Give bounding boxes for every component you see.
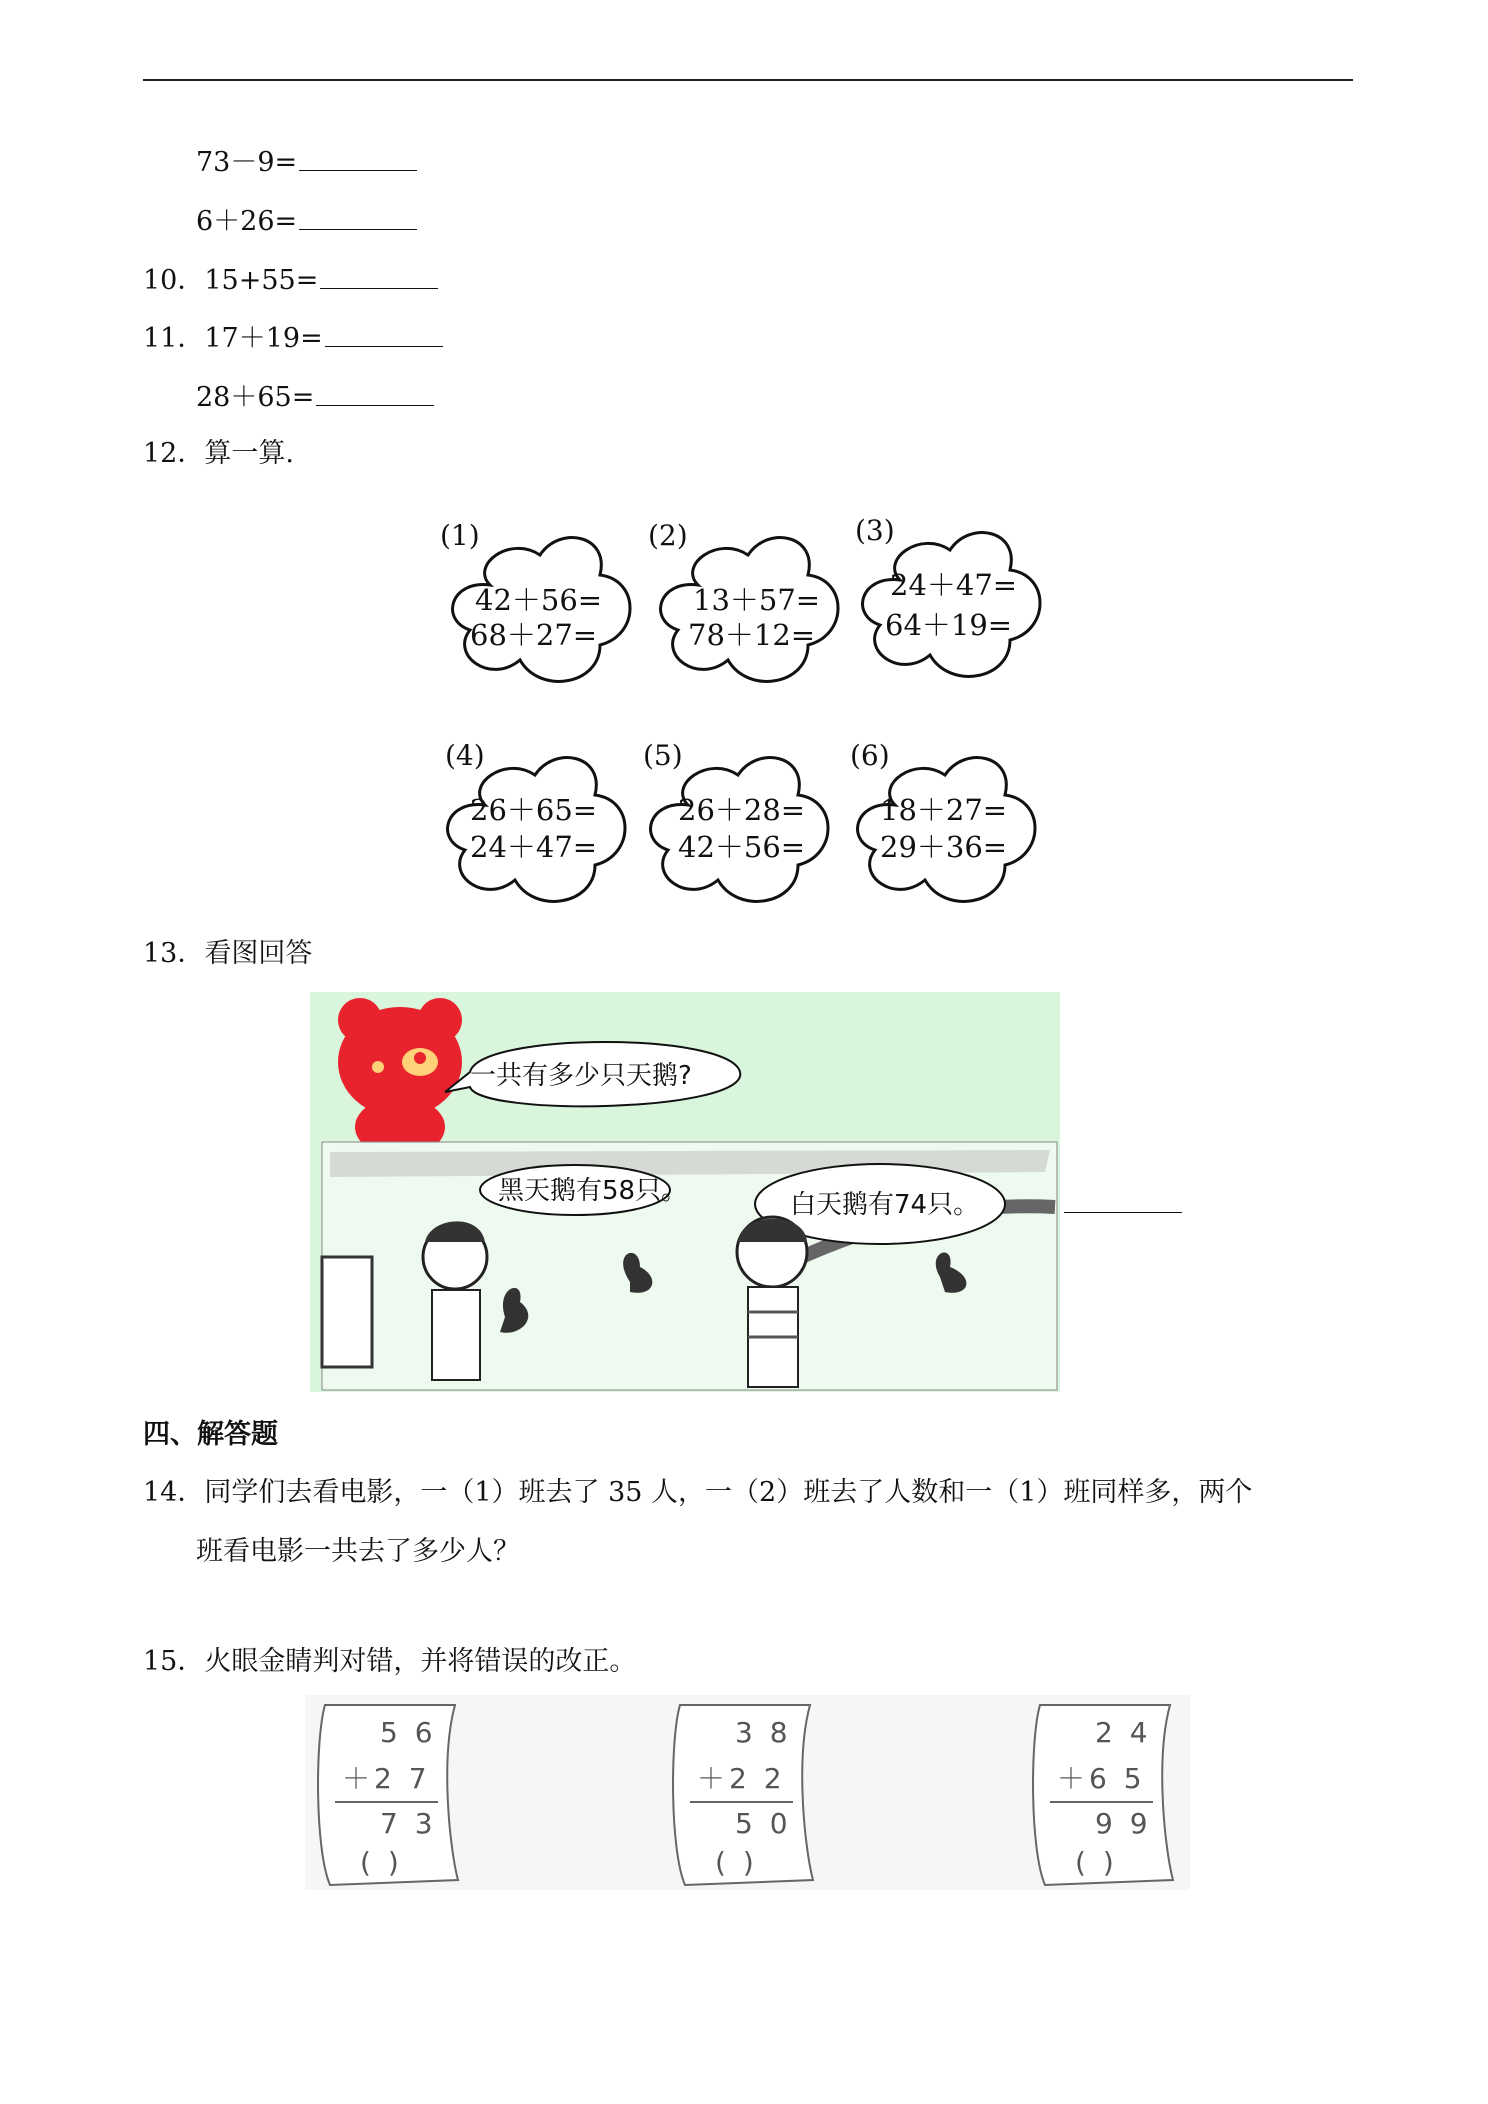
cloud-2 — [648, 519, 838, 681]
question-12 — [143, 437, 294, 471]
question-11a-text: 11．17＋19= — [143, 323, 323, 354]
sign-board — [322, 1257, 372, 1367]
vertical-sum-2 — [673, 1705, 813, 1885]
cloud-label: (3) — [855, 514, 895, 547]
cloud-3 — [855, 514, 1040, 676]
vertical-sum-1 — [318, 1705, 458, 1885]
cloud-expression: 42＋56= — [678, 830, 806, 864]
answer-blank[interactable] — [320, 262, 438, 289]
vertical-sums-figure — [305, 1695, 1190, 1890]
question-15 — [143, 1645, 636, 1679]
cloud-expression: 64＋19= — [885, 608, 1013, 642]
section-title — [143, 1418, 278, 1452]
question-13-answer — [1062, 1186, 1182, 1222]
cloud-expression: 18＋27= — [880, 793, 1008, 827]
addend-top: 2 4 — [1095, 1716, 1152, 1749]
header-rule — [143, 79, 1353, 81]
boy1-speech-text: 黑天鹅有58只。 — [498, 1176, 688, 1206]
answer-blank[interactable] — [299, 144, 417, 171]
cloud-expression: 29＋36= — [880, 830, 1008, 864]
cloud-label: (6) — [850, 739, 890, 772]
question-13 — [143, 937, 312, 971]
cloud-4 — [445, 739, 625, 901]
addend-bottom: ＋6 5 — [1057, 1762, 1146, 1795]
cloud-expression: 26＋65= — [470, 793, 598, 827]
section-4-title: 四、解答题 — [143, 1419, 278, 1450]
question-14-text-cont: 班看电影一共去了多少人？ — [196, 1536, 520, 1567]
cloud-label: (5) — [643, 739, 683, 772]
question-10 — [143, 262, 438, 298]
judge-mark[interactable]: ( ) — [1075, 1846, 1118, 1879]
question-14-line2 — [196, 1535, 520, 1569]
question-11b — [196, 379, 434, 415]
answer-blank[interactable] — [325, 320, 443, 347]
swan-picture — [310, 992, 1060, 1392]
question-15-text: 15．火眼金睛判对错，并将错误的改正。 — [143, 1646, 637, 1677]
question-9b — [196, 203, 417, 239]
boy2-speech-text: 白天鹅有74只。 — [790, 1190, 980, 1220]
cloud-5 — [643, 739, 828, 901]
question-12-text: 12．算一算. — [143, 438, 294, 469]
judge-mark[interactable]: ( ) — [715, 1846, 758, 1879]
sum-result: 9 9 — [1095, 1807, 1152, 1840]
cloud-expression: 24＋47= — [470, 830, 598, 864]
question-11b-text: 28＋65= — [196, 382, 315, 413]
answer-blank[interactable] — [316, 379, 434, 406]
question-9a — [196, 144, 417, 180]
question-13-text: 13．看图回答 — [143, 938, 313, 969]
addend-top: 5 6 — [380, 1716, 437, 1749]
bear-speech-text: 一共有多少只天鹅? — [470, 1061, 692, 1091]
question-10-text: 10．15+55= — [143, 265, 319, 296]
question-11a — [143, 320, 443, 356]
cloud-expression: 78＋12= — [688, 618, 816, 652]
answer-blank[interactable] — [299, 203, 417, 230]
vertical-sum-3 — [1033, 1705, 1173, 1885]
sum-result: 7 3 — [380, 1807, 437, 1840]
red-bear-icon — [338, 998, 462, 1157]
cloud-expression: 42＋56= — [475, 583, 603, 617]
addend-bottom: ＋2 2 — [697, 1762, 786, 1795]
cloud-expression: 68＋27= — [470, 618, 598, 652]
boy-right-icon — [737, 1217, 807, 1387]
cloud-label: (2) — [648, 519, 688, 552]
question-14-text: 14．同学们去看电影，一（1）班去了 35 人，一（2）班去了人数和一（1）班同样多，两个 — [143, 1477, 1253, 1508]
question-9a-text: 73－9= — [196, 147, 298, 178]
boy-left-icon — [423, 1221, 487, 1380]
cloud-label: (4) — [445, 739, 485, 772]
answer-blank[interactable] — [1064, 1186, 1182, 1213]
cloud-expression: 26＋28= — [678, 793, 806, 827]
addend-top: 3 8 — [735, 1716, 792, 1749]
cloud-label: (1) — [440, 519, 480, 552]
cloud-6 — [850, 739, 1035, 901]
cloud-expression: 13＋57= — [693, 583, 821, 617]
cloud-exercises-figure — [430, 505, 1070, 925]
question-14-line1 — [143, 1476, 1252, 1510]
cloud-expression: 24＋47= — [890, 568, 1018, 602]
cloud-1 — [440, 519, 630, 681]
question-9b-text: 6＋26= — [196, 206, 298, 237]
addend-bottom: ＋2 7 — [342, 1762, 431, 1795]
judge-mark[interactable]: ( ) — [360, 1846, 403, 1879]
sum-result: 5 0 — [735, 1807, 792, 1840]
